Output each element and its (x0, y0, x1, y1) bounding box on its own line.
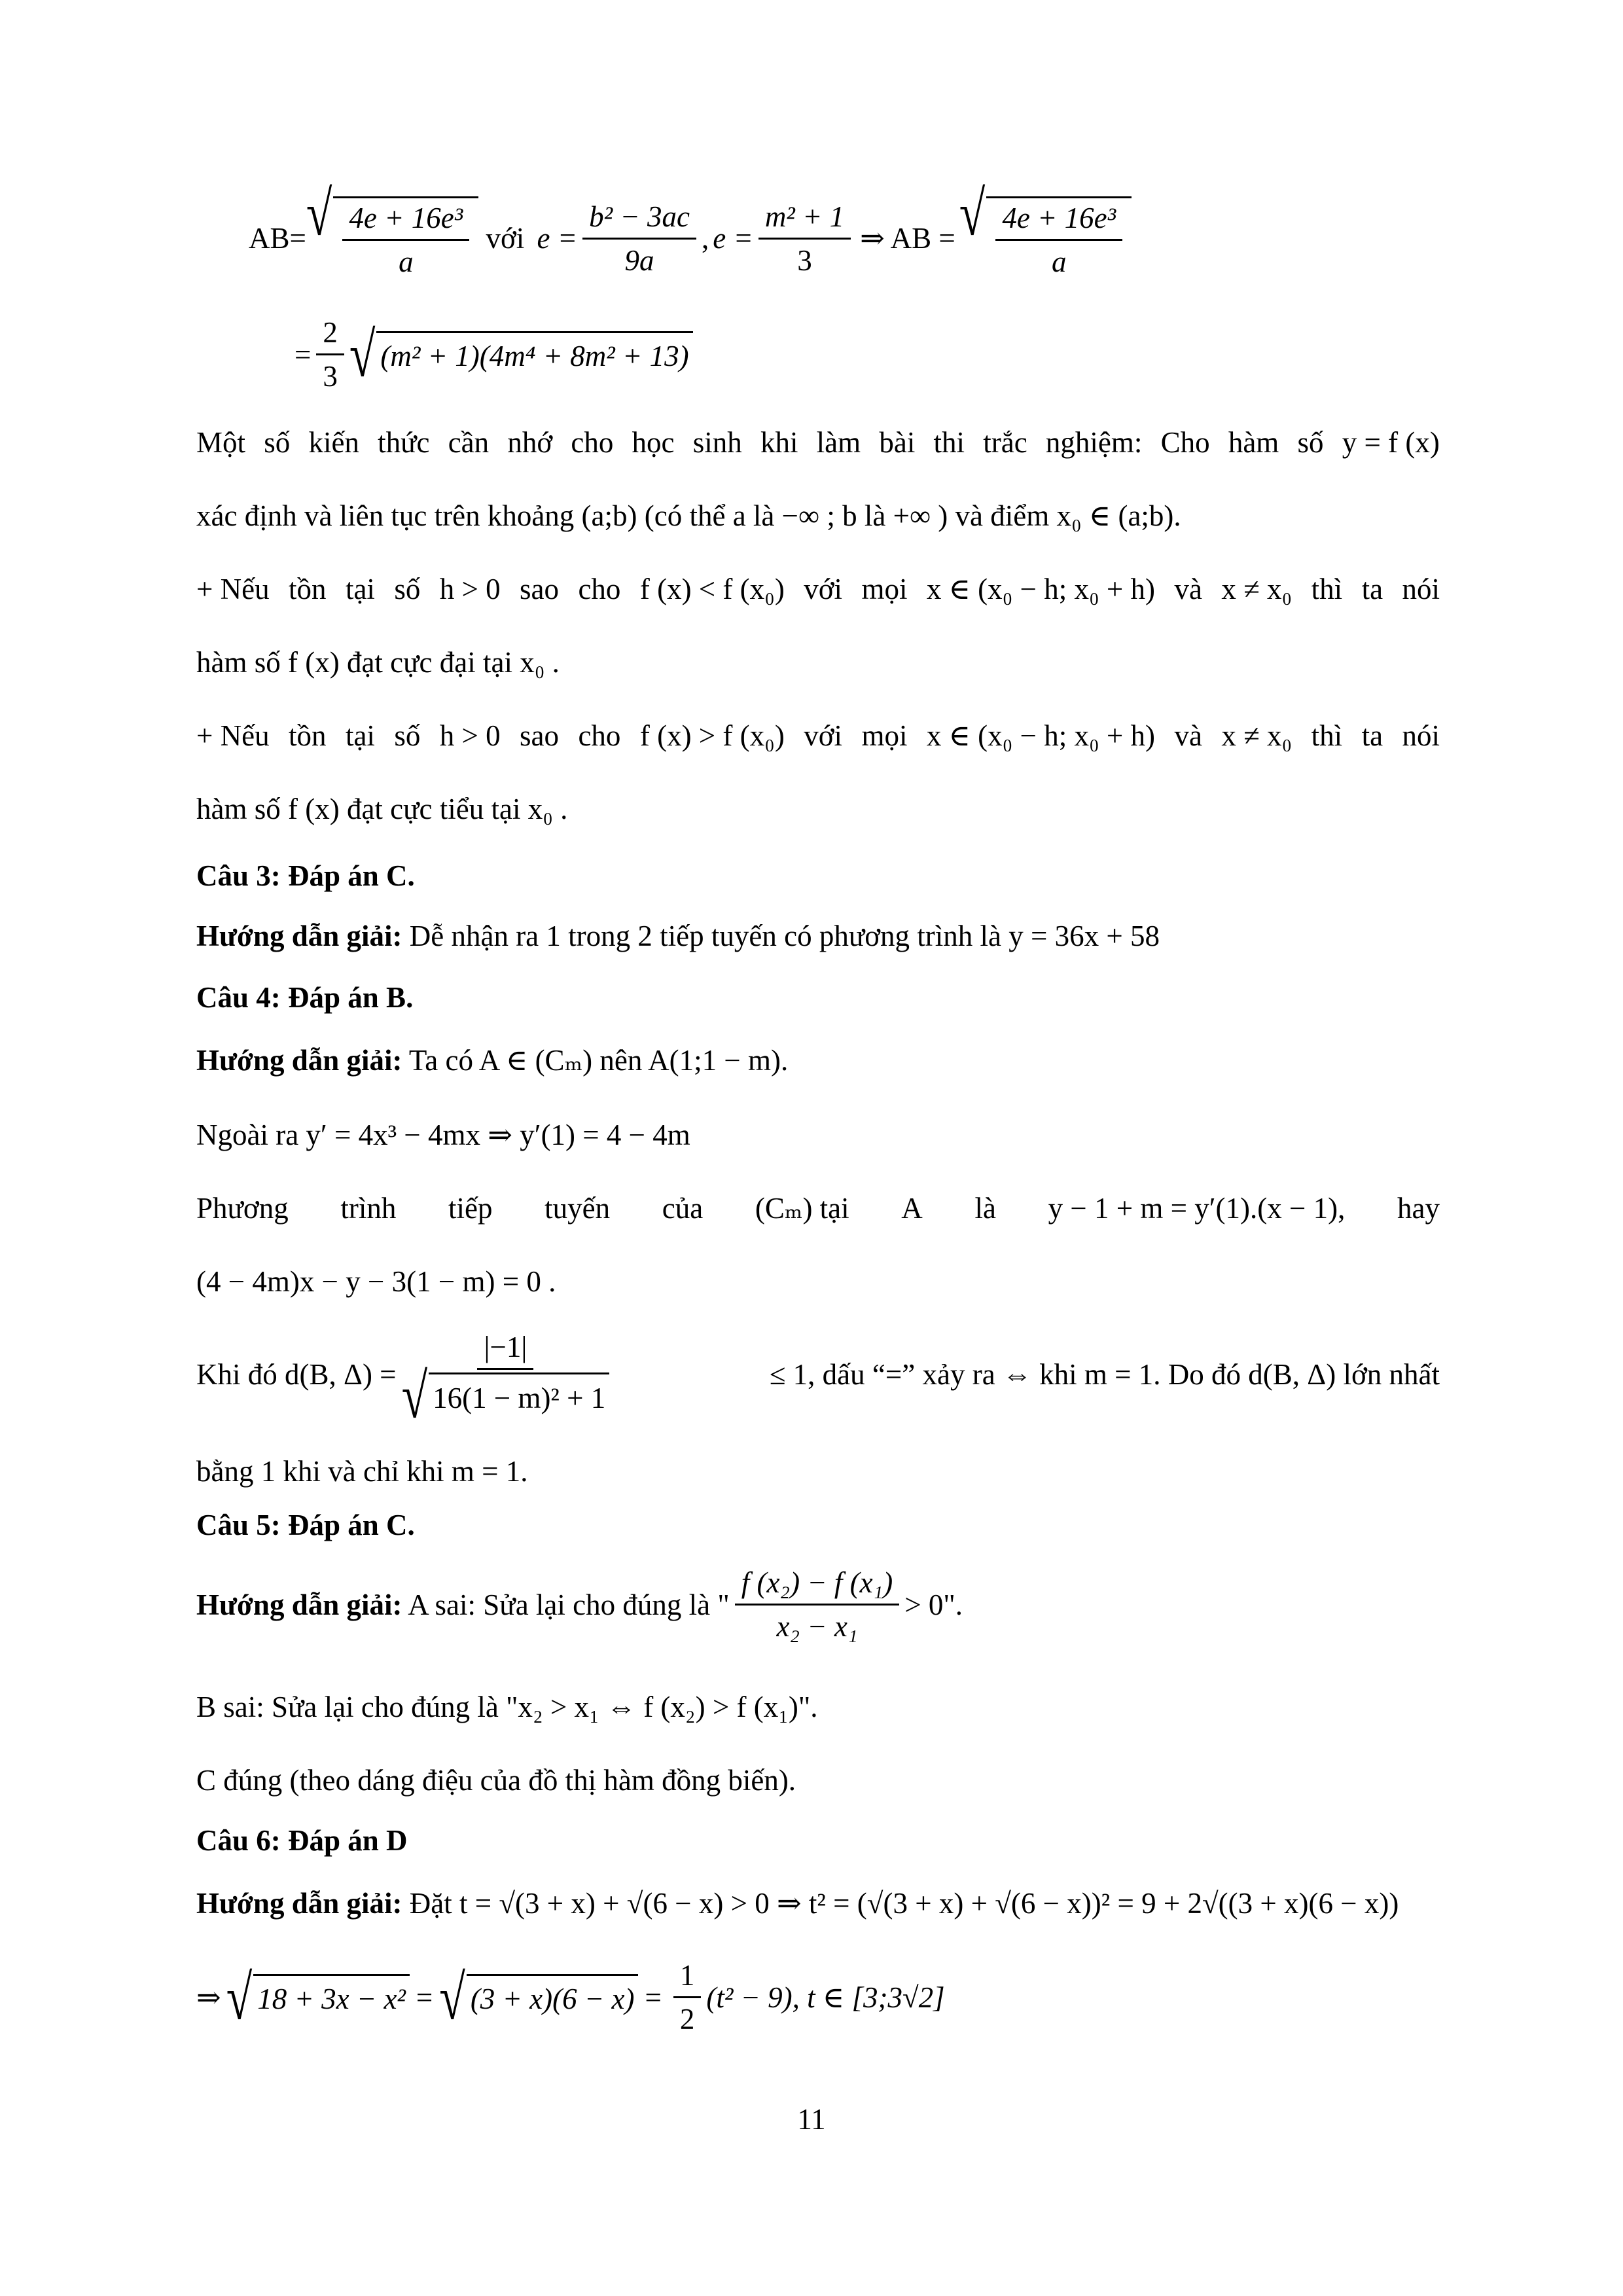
distance-prefix: Khi đó d(B, Δ) = (196, 1357, 397, 1391)
q6-equals-2: = (645, 1981, 662, 2014)
q4.line3-word: tuyến (544, 1192, 611, 1225)
p1_line1-word: thi (933, 426, 965, 459)
paragraph-1-line-2: xác định và liên tục trên khoảng (a;b) (có thể a là −∞ ; b là +∞ ) và điểm x₀ ∈ (a;b). (196, 499, 1181, 532)
q4.line3-word: A (901, 1192, 923, 1225)
question-3-title: Câu 3: Đáp án C. (196, 859, 415, 892)
question-4-line-2: Ngoài ra y′ = 4x³ − 4mx ⇒ y′(1) = 4 − 4m (196, 1119, 690, 1151)
distance-numerator: |−1| (477, 1329, 533, 1370)
e1-denominator: 9a (624, 243, 654, 277)
q6-implies: ⇒ (196, 1981, 221, 2014)
p2_line1-word: tồn (289, 573, 327, 605)
p3_line1-word: và (1174, 719, 1202, 752)
p2_line1-word: h > 0 (439, 573, 501, 605)
e2-numerator: m² + 1 (758, 198, 851, 240)
sqrt-expanded-content: (m² + 1)(4m⁴ + 8m² + 13) (376, 331, 692, 378)
p1_line1-word: cho (571, 426, 614, 459)
two-thirds-numerator: 2 (316, 314, 344, 355)
p3_line1-word: f (x) > f (x₀) (639, 719, 785, 752)
p3_line1-word: tại (345, 719, 375, 752)
p3_line1-word: h > 0 (439, 719, 501, 752)
p1_line1-word: học (632, 426, 675, 459)
p3_line1-word: mọi (861, 719, 908, 752)
distance-denominator: 16(1 − m)² + 1 (429, 1372, 609, 1420)
sqrt1-numerator: 4e + 16e³ (342, 200, 469, 241)
question-4-guide-label: Hướng dẫn giải: (196, 1044, 402, 1077)
p1_line1-word: thức (378, 426, 430, 459)
p2_line1-word: và (1174, 573, 1202, 605)
formula-ab (249, 178, 1492, 281)
question-4-title: Câu 4: Đáp án B. (196, 981, 414, 1014)
question-4-guide-text: Ta có A ∈ (Cₘ) nên A(1;1 − m). (402, 1044, 789, 1077)
p2_line1-word: sao (520, 573, 560, 605)
q6-half-denominator: 2 (679, 2003, 695, 2036)
question-5-frac-denominator: x₂ − x₁ (776, 1610, 858, 1643)
question-4-guide (196, 1042, 1440, 1079)
ab-prefix: AB= (249, 222, 306, 255)
distance-suffix: ≤ 1, dấu “=” xảy ra ⇔ khi m = 1. Do đó d(B, Δ) lớn nhất (769, 1357, 1440, 1391)
p2_line1-word: mọi (861, 573, 908, 605)
p2_line1-word: + Nếu (196, 573, 270, 605)
e2-lhs: e = (713, 222, 753, 255)
p1_line1-word: Một (196, 426, 246, 459)
sqrt2-numerator: 4e + 16e³ (995, 200, 1122, 241)
q4.line3-word: hay (1397, 1192, 1440, 1225)
e1-numerator: b² − 3ac (582, 198, 696, 240)
question-4-line-5: Khi đó d(B, Δ) = |−1| √ 16(1 − m)² + 1 ≤ 1, dấu “=” xảy ra ⇔ khi m = 1. Do đó d(B, Δ) lớn nhất (196, 1329, 1440, 1420)
p1_line1-word: cần (448, 426, 490, 459)
question-5-guide-label: Hướng dẫn giải: (196, 1588, 402, 1621)
p1_line1-word: số (1297, 426, 1324, 459)
p1_line1-word: sinh (692, 426, 742, 459)
q6-sqrt-1: 18 + 3x − x² (253, 1974, 410, 2021)
question-6-line-2: ⇒ √ 18 + 3x − x² = √ (3 + x)(6 − x) = $\frac{1}{2}$ (t² − 9), t ∈ [3;3√2] (196, 1957, 1440, 2038)
p2_line1-word: với (804, 573, 843, 605)
p3_line1-word: x ∈ (x₀ − h; x₀ + h) (926, 719, 1156, 752)
p3_line1-word: + Nếu (196, 719, 270, 752)
e2-denominator: 3 (797, 243, 812, 277)
question-5-frac-numerator: f (x₂) − f (x₁) (735, 1564, 900, 1605)
sqrt2-denominator: a (1051, 245, 1067, 279)
p2_line1-word: x ∈ (x₀ − h; x₀ + h) (926, 573, 1156, 605)
question-3-guide-text: Dễ nhận ra 1 trong 2 tiếp tuyến có phương trình là y = 36x + 58 (402, 920, 1160, 952)
p2_line1-word: nói (1402, 573, 1440, 605)
p2_line1-word: cho (578, 573, 621, 605)
p1_line1-word: nhớ (507, 426, 553, 459)
q4.line3-word: của (662, 1192, 704, 1225)
p1_line1-word: bài (879, 426, 916, 459)
question-6-guide-text: Đặt t = √(3 + x) + √(6 − x) > 0 ⇒ t² = (√(3 + x) + √(6 − x))² = 9 + 2√((3 + x)(6 − x)) (402, 1887, 1399, 1920)
voi-text: với (478, 222, 532, 255)
question-5-line-3: C đúng (theo dáng điệu của đồ thị hàm đồng biến). (196, 1764, 796, 1797)
p3_line1-word: cho (578, 719, 621, 752)
p2_line1-word: số (394, 573, 421, 605)
p1_line1-word: số (264, 426, 291, 459)
p1_line1-word: hàm (1228, 426, 1279, 459)
question-5-title: Câu 5: Đáp án C. (196, 1509, 415, 1541)
e1-lhs: e = (537, 222, 578, 255)
q6-equals-1: = (416, 1981, 433, 2014)
question-4-line-6: bằng 1 khi và chỉ khi m = 1. (196, 1455, 528, 1488)
question-3-guide-label: Hướng dẫn giải: (196, 920, 402, 952)
question-5-guide-text: A sai: Sửa lại cho đúng là " (402, 1588, 730, 1621)
q6-half-numerator: 1 (673, 1957, 702, 1998)
question-4-line-3 (196, 1190, 1440, 1227)
p1_line1-word: làm (816, 426, 861, 459)
p3_line1-word: x ≠ x₀ (1221, 719, 1293, 752)
p2_line1-word: ta (1361, 573, 1383, 605)
p3_line1-word: ta (1361, 719, 1383, 752)
paragraph-3-line-1 (196, 717, 1440, 754)
page-number: 11 (797, 2103, 826, 2136)
equals: = (294, 338, 312, 371)
sqrt-expanded: √ (m² + 1)(4m⁴ + 8m² + 13) (349, 331, 693, 378)
question-4-line-4: (4 − 4m)x − y − 3(1 − m) = 0 . (196, 1265, 556, 1298)
formula-ab-expanded (294, 314, 1538, 395)
p1_line1-word: trắc (983, 426, 1027, 459)
p1_line1-word: kiến (308, 426, 359, 459)
sqrt-1: √ $\frac{\text{4e + 16e³}}{a}$ (306, 196, 478, 281)
p2_line1-word: thì (1311, 573, 1343, 605)
p2_line1-word: tại (345, 573, 375, 605)
question-6-title: Câu 6: Đáp án D (196, 1824, 408, 1857)
paragraph-2-line-2: hàm số f (x) đạt cực đại tại x₀ . (196, 646, 560, 679)
paragraph-3-line-2: hàm số f (x) đạt cực tiểu tại x₀ . (196, 793, 568, 825)
question-6-guide (196, 1885, 1440, 1922)
p3_line1-word: thì (1311, 719, 1343, 752)
p1_line1-word: y = f (x) (1342, 426, 1440, 459)
p1_line1-word: Cho (1160, 426, 1210, 459)
implies-ab: ⇒ AB = (860, 222, 955, 255)
p2_line1-word: f (x) < f (x₀) (639, 573, 785, 605)
q4.line3-word: y − 1 + m = y′(1).(x − 1), (1048, 1192, 1346, 1225)
p3_line1-word: nói (1402, 719, 1440, 752)
p3_line1-word: số (394, 719, 421, 752)
two-thirds-denominator: 3 (323, 360, 338, 393)
question-5-line-2: B sai: Sửa lại cho đúng là "x₂ > x₁ ⇔ f (x₂) > f (x₁)". (196, 1691, 818, 1723)
p3_line1-word: tồn (289, 719, 327, 752)
comma: , (701, 222, 709, 255)
sqrt-2: √ $\frac{\text{4e + 16e³}}{a}$ (959, 196, 1132, 281)
sqrt1-denominator: a (399, 245, 414, 279)
paragraph-1-line-1 (196, 424, 1440, 461)
q4.line3-word: tiếp (448, 1192, 493, 1225)
paragraph-2-line-1 (196, 571, 1440, 607)
q4.line3-word: Phương (196, 1192, 289, 1225)
p1_line1-word: khi (760, 426, 798, 459)
question-5-guide (196, 1564, 1440, 1645)
q6-line-2-tail: (t² − 9), t ∈ [3;3√2] (706, 1981, 945, 2014)
p3_line1-word: sao (520, 719, 560, 752)
p1_line1-word: nghiệm: (1045, 426, 1143, 459)
q4.line3-word: (Cₘ) tại (755, 1192, 849, 1225)
question-5-guide-tail: > 0". (904, 1588, 963, 1621)
p3_line1-word: với (804, 719, 843, 752)
q6-sqrt-2: (3 + x)(6 − x) (467, 1974, 639, 2021)
question-3-guide (196, 918, 1440, 954)
q4.line3-word: là (974, 1192, 996, 1225)
q4.line3-word: trình (340, 1192, 397, 1225)
p2_line1-word: x ≠ x₀ (1221, 573, 1293, 605)
question-6-guide-label: Hướng dẫn giải: (196, 1887, 402, 1920)
